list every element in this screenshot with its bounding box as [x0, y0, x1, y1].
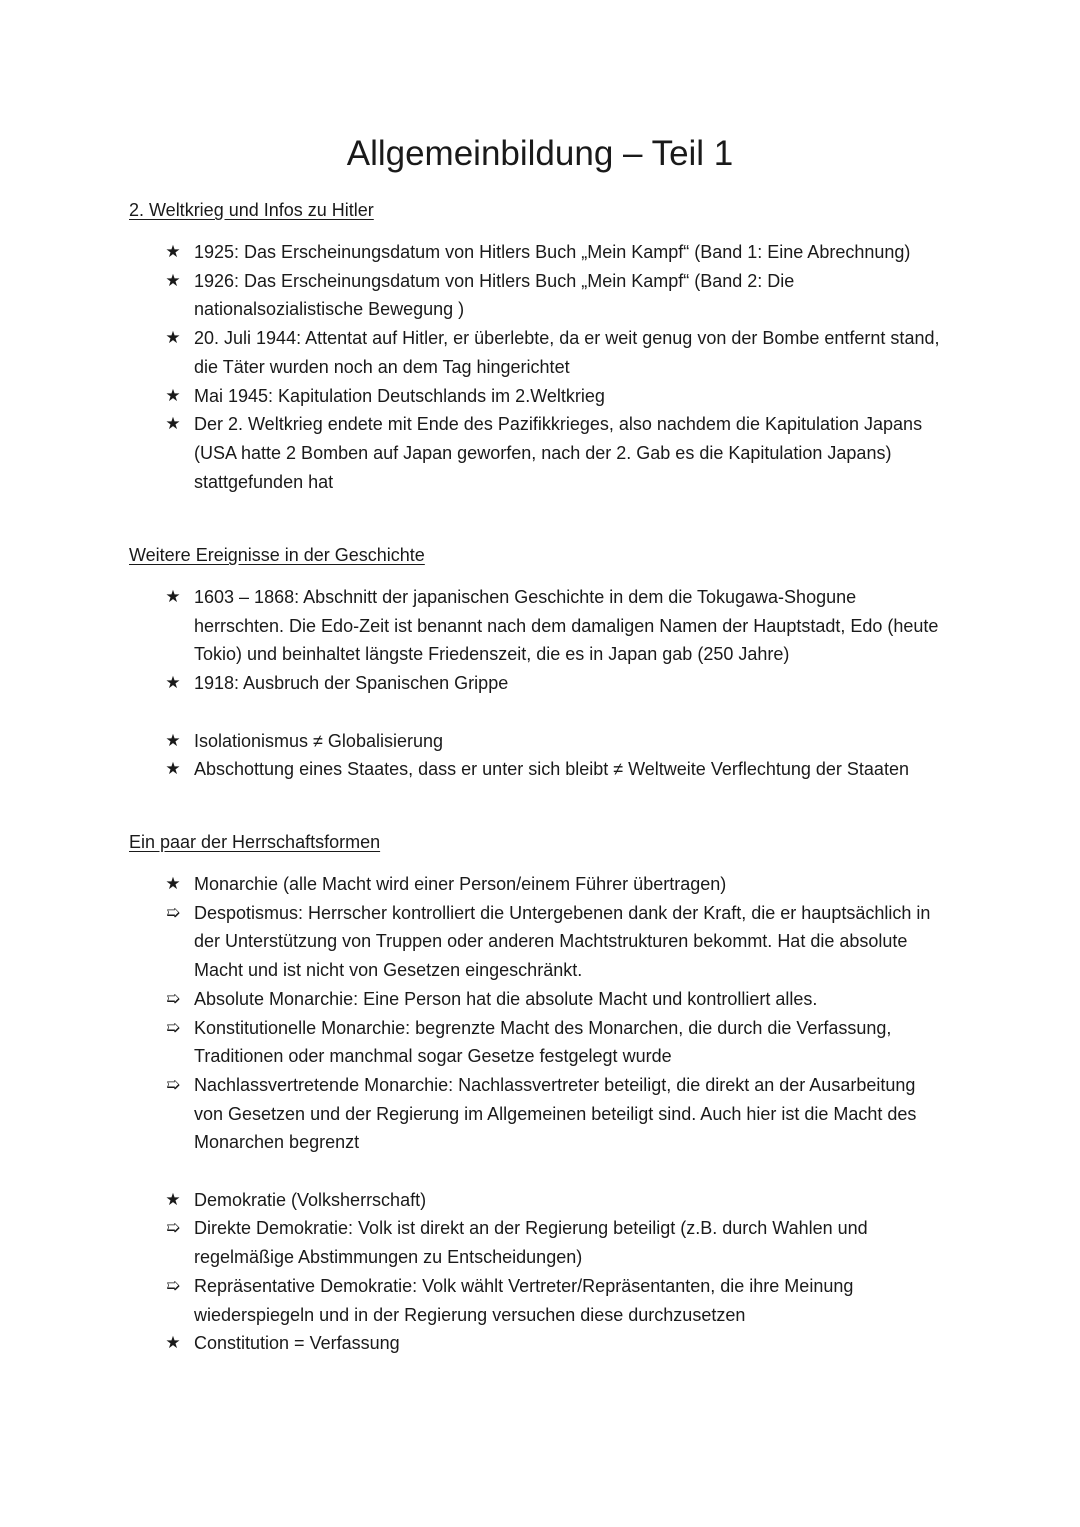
arrow-icon: ➯: [165, 1017, 181, 1037]
bullet-list-ereignisse: [0, 583, 1080, 784]
list-item: [0, 755, 946, 784]
arrow-icon: ➯: [165, 902, 181, 922]
list-item-text: Direkte Demokratie: Volk ist direkt an der Regierung beteiligt (z.B. durch Wahlen und regelmäßige Abstimmungen zu Entscheidungen): [194, 1218, 868, 1268]
list-item-text: Despotismus: Herrscher kontrolliert die Untergebenen dank der Kraft, die er hauptsächlich in der Unterstützung von Truppen oder anderen Machtstrukturen bekommt. Hat die absolute Macht und ist nicht von Gesetzen eingeschränkt.: [194, 902, 931, 981]
list-item: [0, 1014, 946, 1071]
list-item-text: Der 2. Weltkrieg endete mit Ende des Pazifikkrieges, also nachdem die Kapitulation Japans (USA hatte 2 Bomben auf Japan geworfen, nach der 2. Gab es die Kapitulation Japans) stattgefunden hat: [194, 414, 923, 492]
list-item-text: Demokratie (Volksherrschaft): [194, 1189, 427, 1210]
star-icon: ★: [165, 1189, 181, 1209]
bullet-list-weltkrieg: [0, 238, 1080, 496]
list-item-text: Nachlassvertretende Monarchie: Nachlassvertreter beteiligt, die direkt an der Ausarbeitung von Gesetzen und der Regierung im Allgemeinen beteiligt sind. Auch hier ist die Macht des Monarchen begrenzt: [194, 1074, 917, 1153]
list-item-text: Isolationismus ≠ Globalisierung: [194, 730, 443, 751]
list-item: [0, 727, 946, 756]
list-item: [0, 669, 946, 698]
list-item: [0, 382, 946, 411]
list-item-text: 1925: Das Erscheinungsdatum von Hitlers Buch „Mein Kampf“ (Band 1: Eine Abrechnung): [194, 242, 911, 262]
list-item-text: 1603 – 1868: Abschnitt der japanischen Geschichte in dem die Tokugawa-Shogune herrschten. Die Edo-Zeit ist benannt nach dem damaligen Namen der Hauptstadt, Edo (heute Tokio) und beinhaltet längste Friedenszeit, die es in Japan gab (250 Jahre): [194, 587, 939, 665]
star-icon: ★: [165, 587, 181, 606]
section-heading-ereignisse: Weitere Ereignisse in der Geschichte: [129, 545, 425, 565]
list-spacer: [0, 1157, 1080, 1186]
star-icon: ★: [165, 328, 181, 348]
list-item: [0, 267, 946, 324]
list-item-text: Absolute Monarchie: Eine Person hat die absolute Macht und kontrolliert alles.: [194, 988, 818, 1009]
list-item: [0, 410, 946, 496]
star-icon: ★: [165, 1333, 181, 1353]
list-item: [0, 238, 946, 267]
star-icon: ★: [165, 242, 181, 261]
list-item: [0, 1272, 946, 1329]
list-item-text: 20. Juli 1944: Attentat auf Hitler, er überlebte, da er weit genug von der Bombe entfernt stand, die Täter wurden noch an dem Tag hingerichtet: [194, 328, 940, 377]
list-item: [0, 1329, 946, 1358]
star-icon: ★: [165, 730, 181, 750]
star-icon: ★: [165, 759, 181, 779]
list-item-text: Abschottung eines Staates, dass er unter sich bleibt ≠ Weltweite Verflechtung der Staaten: [194, 759, 909, 780]
list-item: [0, 1071, 946, 1157]
arrow-icon: ➯: [165, 1275, 181, 1295]
star-icon: ★: [165, 673, 181, 693]
star-icon: ★: [165, 385, 181, 405]
list-item: [0, 1214, 946, 1271]
list-item: [0, 870, 946, 899]
list-item: [0, 1186, 946, 1215]
section-heading-herrschaftsformen: Ein paar der Herrschaftsformen: [129, 832, 381, 852]
list-item: [0, 899, 946, 985]
arrow-icon: ➯: [165, 988, 181, 1008]
star-icon: ★: [165, 270, 181, 290]
bullet-list-herrschaftsformen: [0, 870, 1080, 1358]
section-heading-weltkrieg: 2. Weltkrieg und Infos zu Hitler: [129, 200, 374, 220]
arrow-icon: ➯: [165, 1218, 181, 1238]
list-item-text: Constitution = Verfassung: [194, 1333, 400, 1354]
list-item: [0, 985, 946, 1014]
list-item-text: Repräsentative Demokratie: Volk wählt Vertreter/Repräsentanten, die ihre Meinung wiederspiegeln und in der Regierung versuchen diese durchzusetzen: [194, 1275, 854, 1325]
list-item-text: 1926: Das Erscheinungsdatum von Hitlers Buch „Mein Kampf“ (Band 2: Die nationalsozialistische Bewegung ): [194, 270, 795, 320]
arrow-icon: ➯: [165, 1074, 181, 1094]
list-spacer: [0, 698, 1080, 727]
list-item-text: Konstitutionelle Monarchie: begrenzte Macht des Monarchen, die durch die Verfassung, Traditionen oder manchmal sogar Gesetze festgelegt wurde: [194, 1017, 892, 1067]
star-icon: ★: [165, 414, 181, 434]
star-icon: ★: [165, 874, 181, 893]
list-item: [0, 583, 946, 669]
list-item-text: Monarchie (alle Macht wird einer Person/einem Führer übertragen): [194, 874, 727, 894]
page-title: Allgemeinbildung – Teil 1: [346, 134, 734, 173]
list-item: [0, 324, 946, 381]
list-item-text: 1918: Ausbruch der Spanischen Grippe: [194, 673, 509, 694]
list-item-text: Mai 1945: Kapitulation Deutschlands im 2.Weltkrieg: [194, 385, 605, 406]
